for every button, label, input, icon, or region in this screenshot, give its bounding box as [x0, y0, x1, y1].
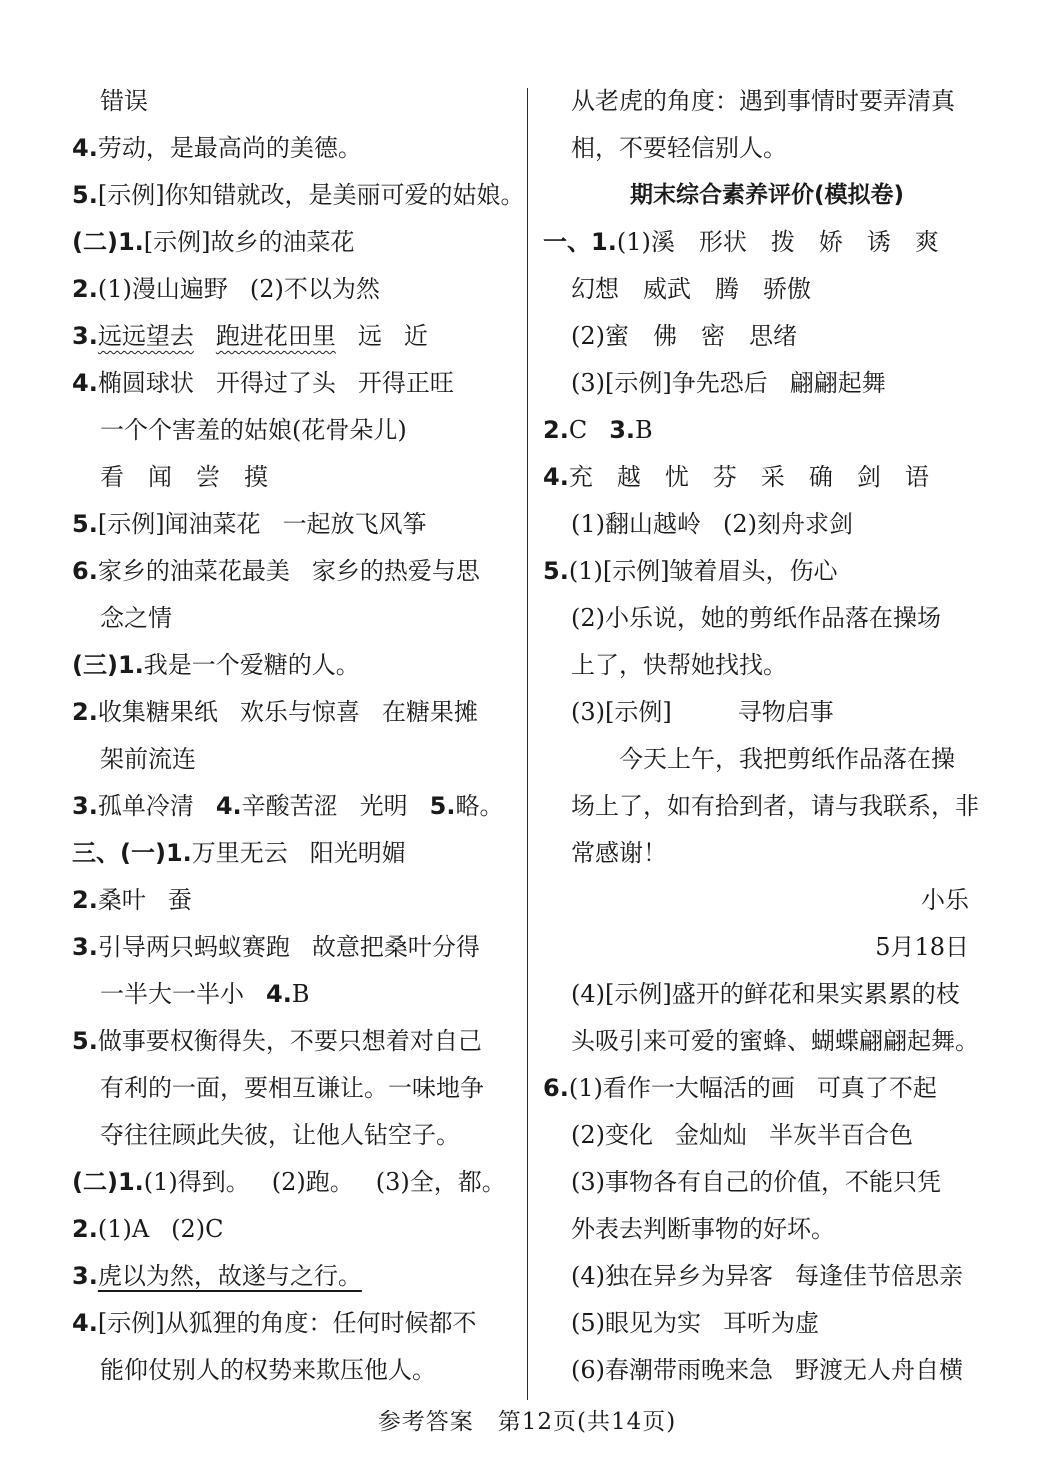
answer-text: 金灿灿 [675, 1121, 747, 1149]
answer-line [72, 501, 520, 548]
question-number: 4. [72, 134, 98, 162]
answer-text: 开得正旺 [357, 369, 454, 397]
answer-text: (4)独在异乡为异客 [571, 1262, 773, 1290]
answer-text: 收集糖果纸 [97, 698, 218, 726]
footer-text: 参考答案 第12页(共14页) [377, 1409, 677, 1435]
question-number: 2. [72, 275, 98, 303]
question-number: 6. [72, 557, 98, 585]
signature-line [543, 877, 991, 924]
answer-text: 开得过了头 [215, 369, 336, 397]
answer-line [543, 1065, 991, 1112]
question-number: 3. [72, 322, 98, 350]
answer-line [72, 454, 520, 501]
answer-line [543, 783, 991, 830]
answer-text: (5)眼见为实 [571, 1309, 701, 1337]
answer-line [72, 595, 520, 642]
answer-line [543, 642, 991, 689]
answer-line [543, 830, 991, 877]
answer-text: 可真了不起 [816, 1074, 937, 1102]
underlined-text: 虎以为然，故遂与之行。 [97, 1262, 362, 1290]
answer-text: 光明 [359, 792, 408, 820]
answer-text: (3)事物各有自己的价值，不能只凭 [571, 1168, 941, 1196]
answer-line [543, 548, 991, 595]
question-number: 4. [215, 792, 242, 820]
answer-text: B [635, 416, 653, 444]
answer-line [72, 1159, 520, 1206]
answer-text: (2)刻舟求剑 [723, 510, 853, 538]
answer-text: 孤单冷清 [97, 792, 194, 820]
answer-text: 家乡的热爱与思 [311, 557, 480, 585]
left-column [72, 78, 525, 1394]
answer-text: (3)全，都。 [375, 1168, 506, 1196]
answer-line [543, 78, 991, 125]
answer-text: (3)[示例] [571, 698, 672, 726]
signature-name: 小乐 [921, 886, 969, 914]
answer-text: 充 越 忧 芬 采 确 剑 语 [568, 463, 929, 491]
answer-text: (4)[示例]盛开的鲜花和果实累累的枝 [571, 980, 960, 1008]
answer-text: (1)看作一大幅活的画 [568, 1074, 795, 1102]
answer-text: 引导两只蚂蚁赛跑 [97, 933, 290, 961]
answer-text: 有利的一面，要相互谦让。一味地争 [100, 1074, 484, 1102]
answer-text: 故意把桑叶分得 [311, 933, 480, 961]
answer-text: 在糖果摊 [381, 698, 478, 726]
answer-text: 夺往往顾此失彼，让他人钻空子。 [100, 1121, 460, 1149]
answer-text: 上了，快帮她找找。 [571, 651, 787, 679]
answer-text: 辛酸苦涩 [241, 792, 338, 820]
answer-line [72, 360, 520, 407]
section-title: 期末综合素养评价(模拟卷) [629, 182, 905, 208]
answer-text: (1)[示例]皱着眉头，伤心 [568, 557, 838, 585]
answer-text: 欢乐与惊喜 [239, 698, 360, 726]
section-label: 一、 [543, 228, 591, 256]
answer-line [72, 736, 520, 783]
answer-text: (3)[示例]争先恐后 [571, 369, 768, 397]
wavy-underlined-text: 远远望去 [97, 322, 194, 350]
question-number: 5. [72, 181, 98, 209]
answer-text: C [568, 416, 588, 444]
answer-text: 念之情 [100, 604, 172, 632]
answer-line [72, 78, 520, 125]
answer-line [543, 595, 991, 642]
answer-text: 一起放飞风筝 [282, 510, 427, 538]
answer-line [543, 501, 991, 548]
answer-line [72, 313, 520, 360]
answer-text: 看 闻 尝 摸 [100, 463, 268, 491]
answer-line [72, 407, 520, 454]
answer-line [543, 125, 991, 172]
question-number: 3. [72, 1262, 98, 1290]
answer-text: (1)得到。 [143, 1168, 250, 1196]
answer-line [72, 783, 520, 830]
answer-line [543, 1347, 991, 1394]
section-label: (二) [72, 228, 118, 256]
answer-line [543, 1018, 991, 1065]
answer-line [543, 971, 991, 1018]
answer-text: (1)溪 形状 拨 娇 诱 爽 [616, 228, 939, 256]
answer-line [72, 125, 520, 172]
section-label: (三) [72, 651, 118, 679]
answer-text: [示例]闻油菜花 [97, 510, 261, 538]
answer-text: (2)蜜 佛 密 思绪 [571, 322, 797, 350]
answer-line [72, 1065, 520, 1112]
answer-text: 耳听为虚 [723, 1309, 819, 1337]
answer-text: 一半大一半小 [100, 980, 244, 1008]
answer-line [543, 266, 991, 313]
answer-text: 错误 [100, 87, 148, 115]
question-number: 1. [591, 228, 617, 256]
answer-line [72, 1018, 520, 1065]
answer-line [72, 1347, 520, 1394]
question-number: 2. [72, 1215, 98, 1243]
answer-text: 我是一个爱糖的人。 [143, 651, 360, 679]
question-number: 5. [429, 792, 456, 820]
answer-line [72, 689, 520, 736]
answer-text: 能仰仗别人的权势来欺压他人。 [100, 1356, 436, 1384]
question-number: 1. [117, 1168, 144, 1196]
answer-text: 场上了，如有拾到者，请与我联系，非 [571, 792, 979, 820]
answer-line [543, 454, 991, 501]
answer-text: 从老虎的角度：遇到事情时要弄清真 [571, 87, 955, 115]
column-divider [527, 88, 528, 1400]
answer-line [543, 407, 991, 454]
question-number: 6. [543, 1074, 569, 1102]
date-line [543, 924, 991, 971]
answer-text: 每逢佳节倍思亲 [795, 1262, 963, 1290]
question-number: 3. [72, 933, 98, 961]
wavy-underlined-text: 跑进花田里 [215, 322, 336, 350]
answer-text: 一个个害羞的姑娘(花骨朵儿) [100, 416, 407, 444]
answer-text: (2)变化 [571, 1121, 653, 1149]
question-number: 4. [543, 463, 569, 491]
question-number: 4. [266, 980, 292, 1008]
answer-line [72, 1206, 520, 1253]
answer-line [72, 924, 520, 971]
answer-line [72, 548, 520, 595]
question-number: 1. [117, 228, 144, 256]
answer-text: 阳光明媚 [309, 839, 406, 867]
answer-text: 远 [357, 322, 382, 350]
question-number: 1. [117, 651, 144, 679]
answer-text: [示例]故乡的油菜花 [143, 228, 355, 256]
answer-text: (2)小乐说，她的剪纸作品落在操场 [571, 604, 941, 632]
answer-line [543, 736, 991, 783]
answer-line [72, 219, 520, 266]
question-number: 1. [165, 839, 192, 867]
answer-line [543, 1159, 991, 1206]
answer-text: (2)跑。 [271, 1168, 354, 1196]
answer-line [72, 1112, 520, 1159]
answer-text: 今天上午，我把剪纸作品落在操 [619, 745, 955, 773]
answer-text: 头吸引来可爱的蜜蜂、蝴蝶翩翩起舞。 [571, 1027, 979, 1055]
answer-line [72, 642, 520, 689]
answer-line [72, 1253, 520, 1300]
section-label: 三、(一) [72, 839, 166, 867]
question-number: 2. [72, 698, 98, 726]
answer-text: 半灰半百合色 [769, 1121, 913, 1149]
answer-text: 外表去判断事物的好坏。 [571, 1215, 835, 1243]
answer-line [543, 1112, 991, 1159]
answer-line [72, 1300, 520, 1347]
question-number: 5. [72, 1027, 98, 1055]
signature-date: 5月18日 [875, 933, 969, 961]
answer-text: 幻想 威武 腾 骄傲 [571, 275, 811, 303]
answer-line [543, 1300, 991, 1347]
section-label: (二) [72, 1168, 118, 1196]
answer-text: 翩翩起舞 [789, 369, 886, 397]
answer-text: 相，不要轻信别人。 [571, 134, 787, 162]
answer-text: 架前流连 [100, 745, 196, 773]
answer-line [543, 219, 991, 266]
answer-line [543, 1253, 991, 1300]
question-number: 5. [543, 557, 569, 585]
answer-text: B [291, 980, 310, 1008]
answer-line [72, 266, 520, 313]
answer-text: (2)C [171, 1215, 224, 1243]
answer-text: [示例]从狐狸的角度：任何时候都不 [97, 1309, 477, 1337]
answer-text: 椭圆球状 [97, 369, 194, 397]
notice-title: 寻物启事 [737, 698, 834, 726]
answer-text: 劳动，是最高尚的美德。 [97, 134, 362, 162]
answer-text: [示例]你知错就改，是美丽可爱的姑娘。 [97, 181, 525, 209]
answer-text: 万里无云 [191, 839, 288, 867]
section-heading [543, 172, 991, 219]
page-footer [0, 1400, 1054, 1444]
answer-line [72, 830, 520, 877]
answer-text: 做事要权衡得失，不要只想着对自己 [97, 1027, 482, 1055]
answer-text: 桑叶 [97, 886, 146, 914]
answer-text: 近 [403, 322, 428, 350]
question-number: 2. [72, 886, 98, 914]
answer-text: 常感谢！ [571, 839, 667, 867]
answer-text: 略。 [455, 792, 504, 820]
right-column [543, 78, 991, 1394]
answer-line [543, 360, 991, 407]
question-number: 3. [609, 416, 636, 444]
answer-text: (1)翻山越岭 [571, 510, 701, 538]
answer-line [543, 313, 991, 360]
answer-line [72, 971, 520, 1018]
answer-text: (6)春潮带雨晚来急 [571, 1356, 773, 1384]
answer-line [543, 689, 991, 736]
answer-line [543, 1206, 991, 1253]
answer-line [72, 877, 520, 924]
answer-line [72, 172, 525, 219]
answer-text: 蚕 [167, 886, 192, 914]
answer-text: (1)漫山遍野 [97, 275, 228, 303]
answer-text: (2)不以为然 [249, 275, 380, 303]
question-number: 2. [543, 416, 569, 444]
question-number: 4. [72, 1309, 98, 1337]
answer-text: 家乡的油菜花最美 [97, 557, 290, 585]
answer-text: 野渡无人舟自横 [795, 1356, 963, 1384]
question-number: 3. [72, 792, 98, 820]
question-number: 4. [72, 369, 98, 397]
answer-text: (1)A [97, 1215, 150, 1243]
question-number: 5. [72, 510, 98, 538]
